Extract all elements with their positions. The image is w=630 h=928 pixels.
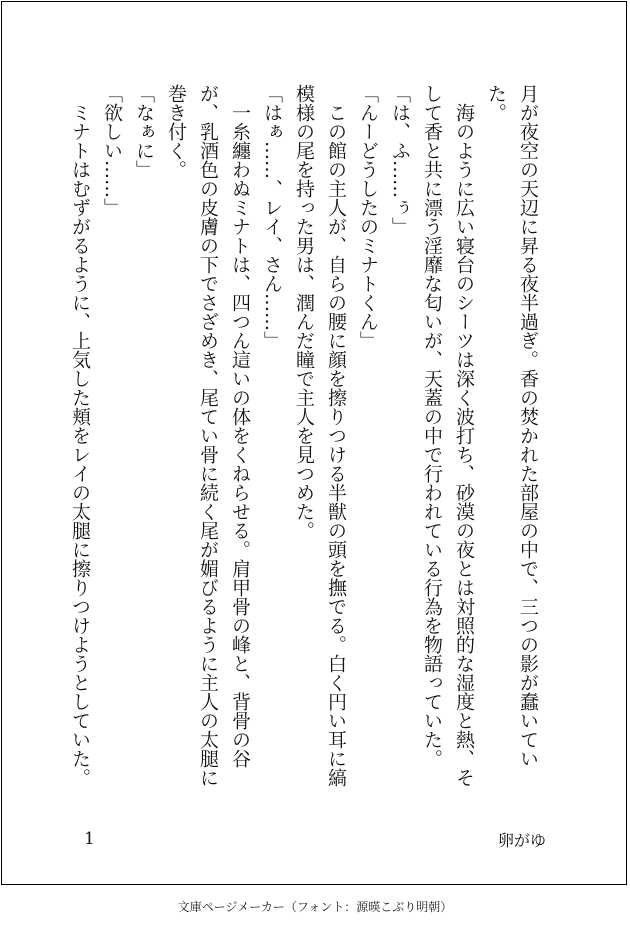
- text-line: 月が夜空の天辺に昇る夜半過ぎ。香の焚かれた部屋の中で、三つの影が蠢いていた。: [485, 84, 539, 768]
- text-line: 海のように広い寝台のシーツは深く波打ち、砂漠の夜とは対照的な湿度と熱、そして香と共に漂う淫靡な匂いが、天蓋の中で行われている行為を物語っていた。: [421, 84, 475, 787]
- text-line: 「なぁに」: [133, 84, 155, 179]
- body-text: [69, 84, 544, 804]
- text-line: この館の主人が、自らの腰に顔を擦りつける半獣の頭を撫でる。白く円い耳に縞模様の尾を持った男は、潤んだ瞳で主人を見つめた。: [293, 84, 347, 787]
- text-line: 一糸纏わぬミナトは、四つん這いの体をくねらせる。肩甲骨の峰と、背骨の谷が、乳酒色の皮膚の下でさざめき、尾てい骨に続く尾が媚びるように主人の太腿に巻き付く。: [165, 84, 251, 787]
- text-line: 「欲しい……」: [101, 84, 123, 217]
- page-number: 1: [84, 829, 95, 849]
- text-line: 「んーどうしたのミナトくん」: [357, 84, 379, 350]
- text-line: 「は、ふ……ぅ」: [389, 84, 411, 236]
- text-line: ミナトはむずがるように、上気した頬をレイの太腿に擦りつけようとしていた。: [69, 84, 91, 787]
- author-name: 卵がゆ: [497, 831, 546, 850]
- text-line: 「はぁ……、レイ、さん……」: [261, 84, 283, 350]
- footer-credit: 文庫ページメーカー（フォント：源暎こぶり明朝）: [177, 900, 453, 914]
- page-frame: [1, 1, 627, 885]
